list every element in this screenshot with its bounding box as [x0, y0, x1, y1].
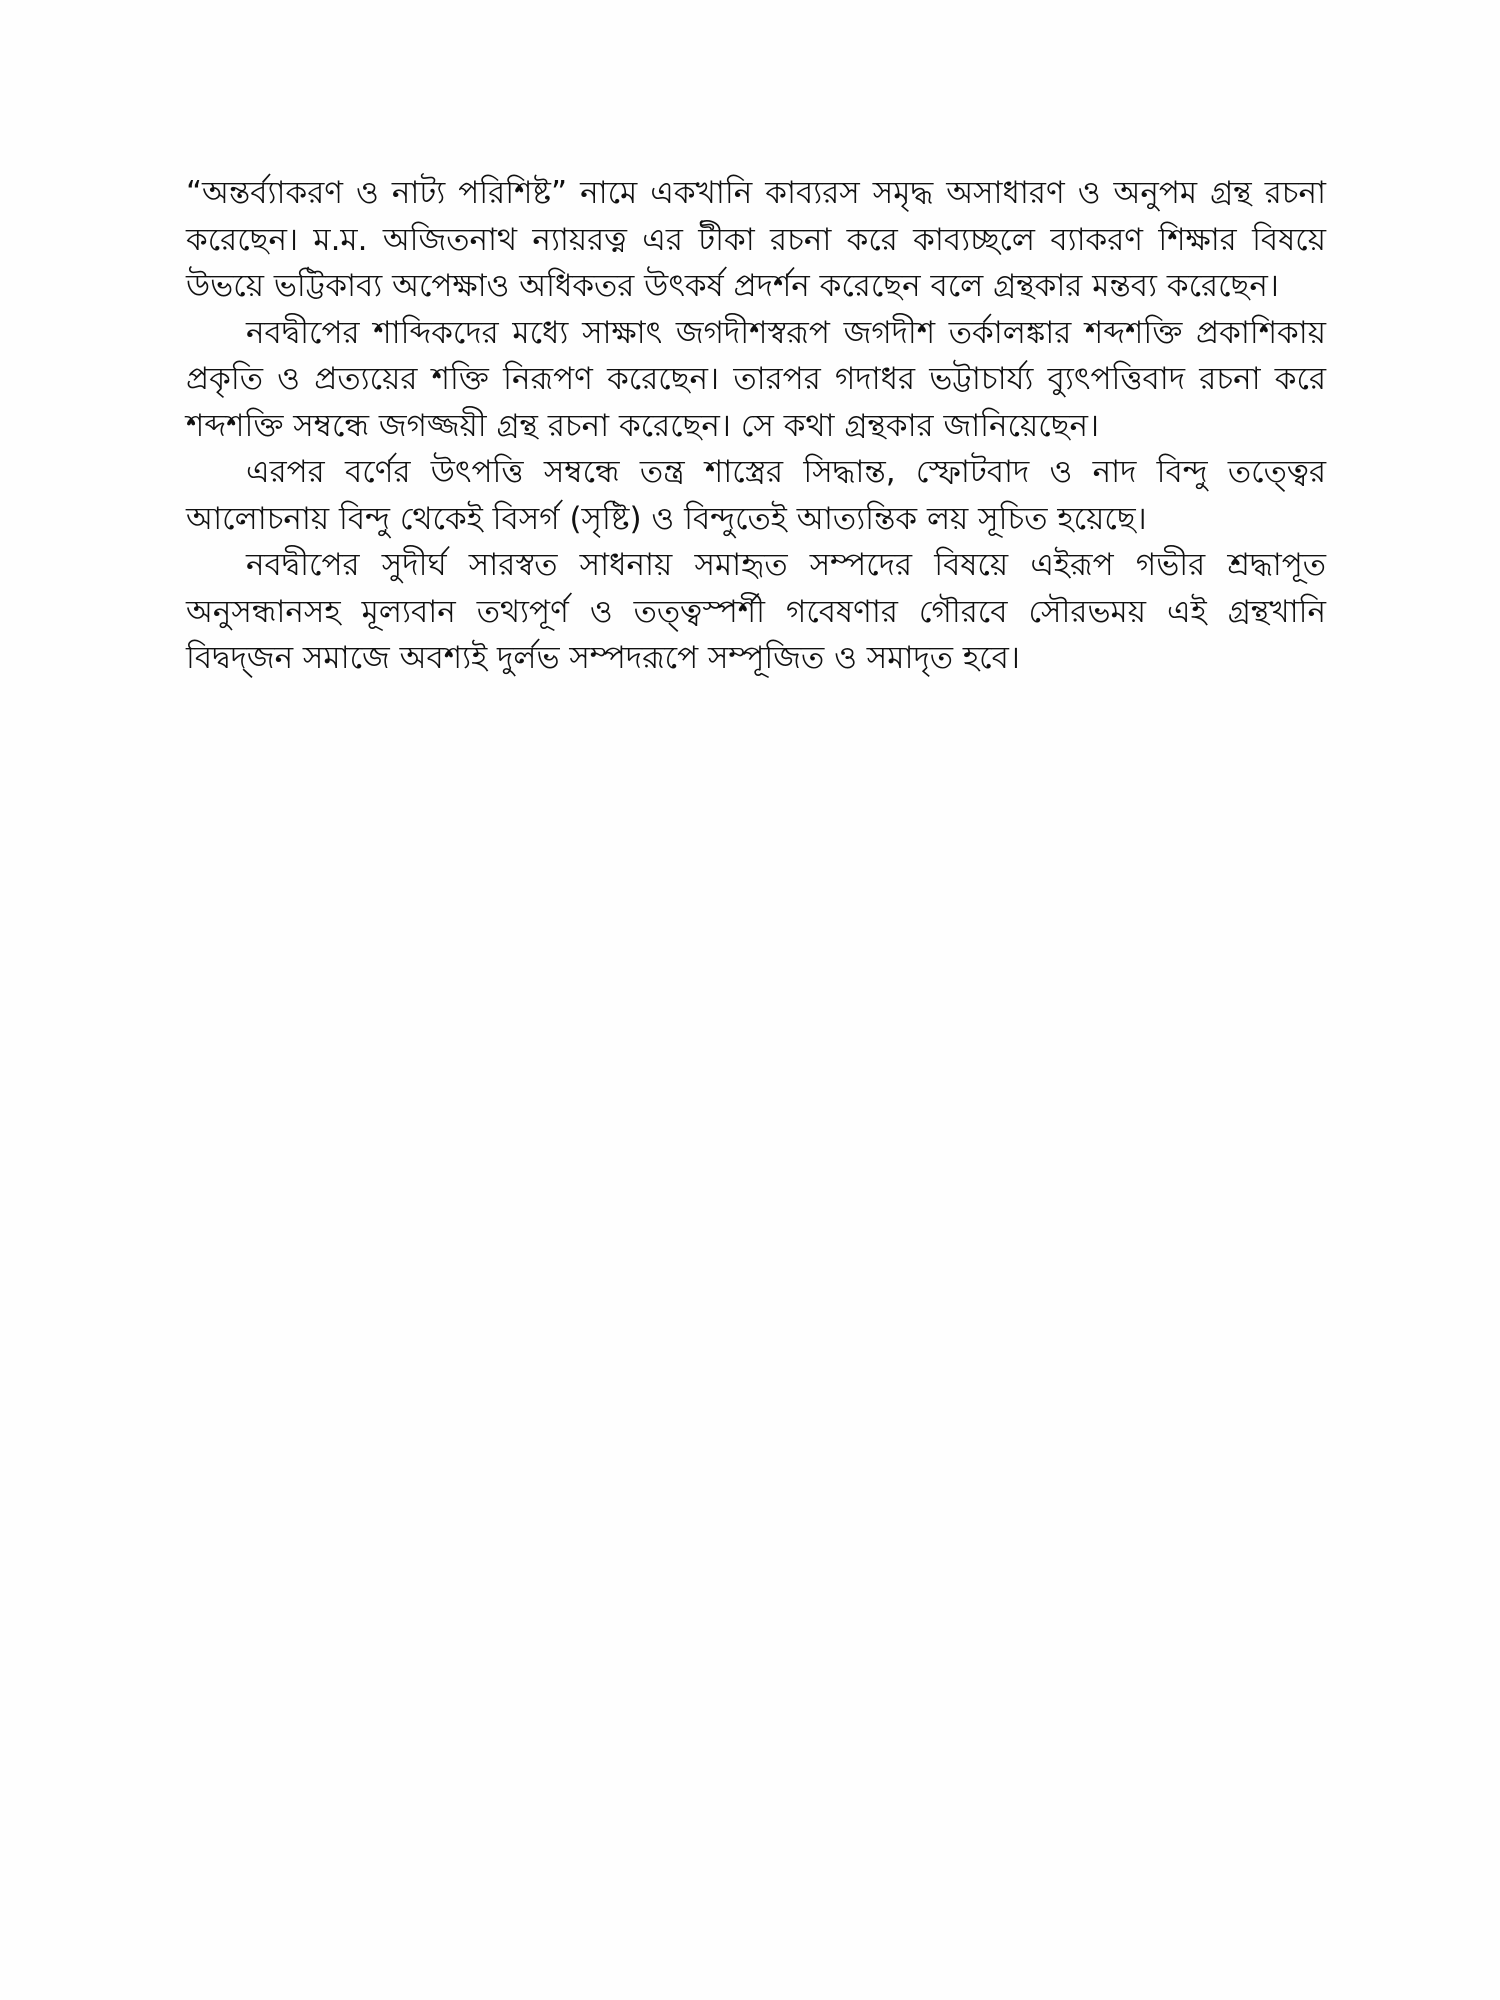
- paragraph-4: নবদ্বীপের সুদীর্ঘ সারস্বত সাধনায় সমাহৃত সম্পদের বিষয়ে এইরূপ গভীর শ্রদ্ধাপূত অনুসন্ধানসহ মূল্যবান তথ্যপূর্ণ ও তত্ত্বস্পর্শী গবেষণার গৌরবে সৌরভময় এই গ্রন্থখানি বিদ্বদ্জন সমাজে অবশ্যই দুর্লভ সম্পদরূপে সম্পূজিত ও সমাদৃত হবে।: [186, 547, 1326, 676]
- body-text: [186, 170, 1326, 682]
- paragraph-3: এরপর বর্ণের উৎপত্তি সম্বন্ধে তন্ত্র শাস্ত্রের সিদ্ধান্ত, স্ফোটবাদ ও নাদ বিন্দু তত্ত্বের আলোচনায় বিন্দু থেকেই বিসর্গ (সৃষ্টি) ও বিন্দুতেই আত্যন্তিক লয় সূচিত হয়েছে।: [186, 454, 1326, 537]
- paragraph-2: নবদ্বীপের শাব্দিকদের মধ্যে সাক্ষাৎ জগদীশস্বরূপ জগদীশ তর্কালঙ্কার শব্দশক্তি প্রকাশিকায় প্রকৃতি ও প্রত্যয়ের শক্তি নিরূপণ করেছেন। তারপর গদাধর ভট্টাচার্য্য ব্যুৎপত্তিবাদ রচনা করে শব্দশক্তি সম্বন্ধে জগজ্জয়ী গ্রন্থ রচনা করেছেন। সে কথা গ্রন্থকার জানিয়েছেন।: [186, 314, 1326, 444]
- paragraph-1: “অন্তর্ব্যাকরণ ও নাট্য পরিশিষ্ট” নামে একখানি কাব্যরস সমৃদ্ধ অসাধারণ ও অনুপম গ্রন্থ রচনা করেছেন। ম.ম. অজিতনাথ ন্যায়রত্ন এর টীকা রচনা করে কাব্যচ্ছলে ব্যাকরণ শিক্ষার বিষয়ে উভয়ে ভট্টিকাব্য অপেক্ষাও অধিকতর উৎকর্ষ প্রদর্শন করেছেন বলে গ্রন্থকার মন্তব্য করেছেন।: [186, 175, 1326, 304]
